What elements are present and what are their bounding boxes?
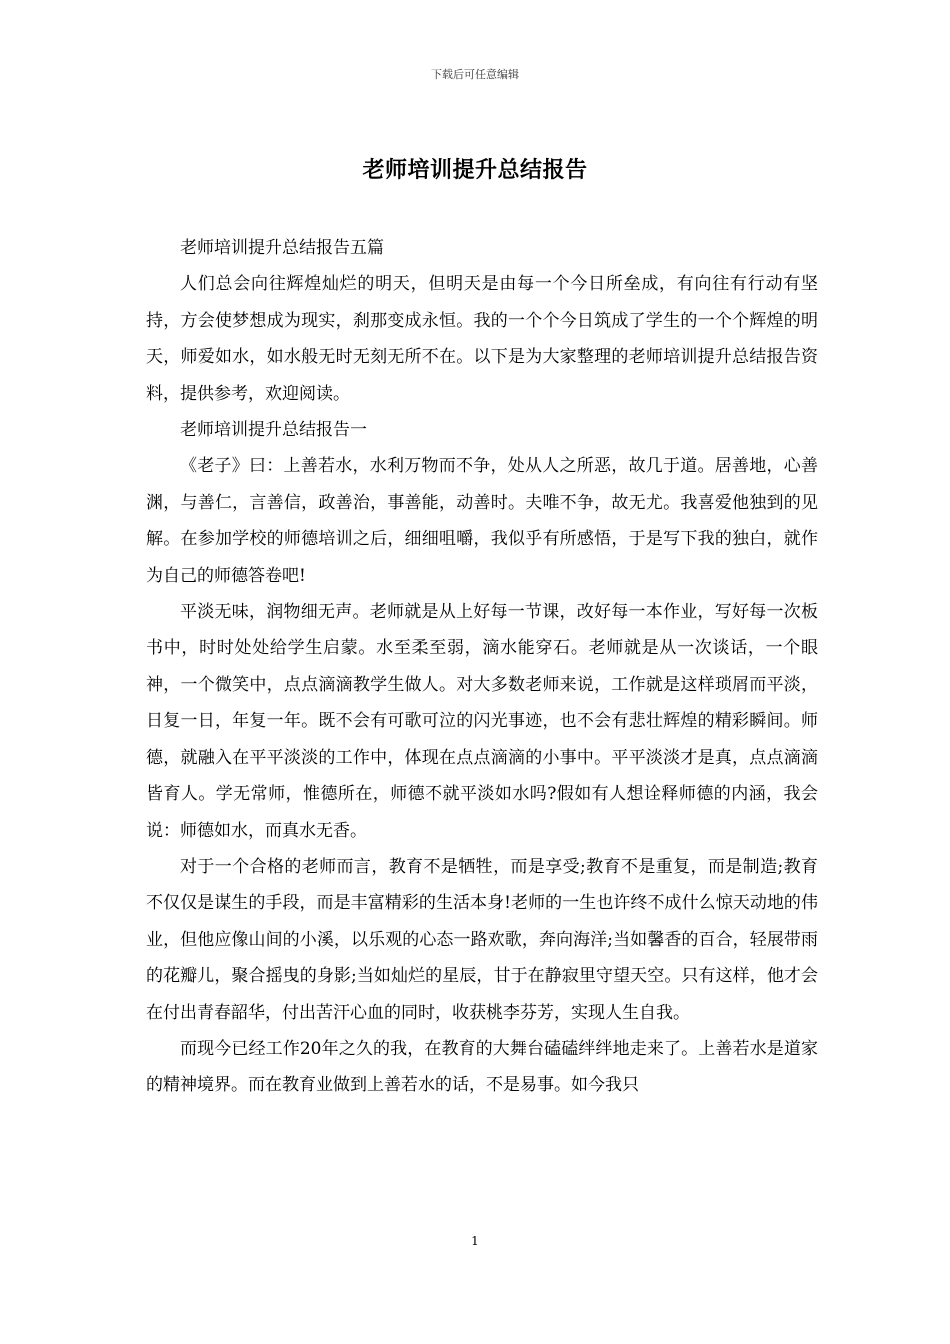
body-paragraph: 平淡无味，润物细无声。老师就是从上好每一节课，改好每一本作业，写好每一次板书中，时时处处给学生启蒙。水至柔至弱，滴水能穿石。老师就是从一次谈话，一个眼神，一个微笑中，点点滴滴教学生做人。对大多数老师来说，工作就是这样琐屑而平淡，日复一日，年复一年。既不会有可歌可泣的闪光事迹，也不会有悲壮辉煌的精彩瞬间。师德，就融入在平平淡淡的工作中，体现在点点滴滴的小事中。平平淡淡才是真，点点滴滴皆育人。学无常师，惟德所在，师德不就平淡如水吗?假如有人想诠释师德的内涵，我会说：师德如水，而真水无香。 [146, 602, 818, 841]
document-body [146, 230, 818, 1104]
header-note: 下载后可任意编辑 [431, 68, 519, 81]
document-title: 老师培训提升总结报告 [362, 157, 588, 183]
page-number: 1 [471, 1234, 479, 1248]
body-paragraph: 对于一个合格的老师而言，教育不是牺牲，而是享受;教育不是重复，而是制造;教育不仅仅是谋生的手段，而是丰富精彩的生活本身!老师的一生也许终不成什么惊天动地的伟业，但他应像山间的小溪，以乐观的心态一路欢歌，奔向海洋;当如馨香的百合，轻展带雨的花瓣儿，聚合摇曳的身影;当如灿烂的星辰，甘于在静寂里守望天空。只有这样，他才会在付出青春韶华，付出苦汗心血的同时，收获桃李芬芳，实现人生自我。 [146, 856, 818, 1023]
intro-paragraph: 人们总会向往辉煌灿烂的明天，但明天是由每一个今日所垒成，有向往有行动有坚持，方会使梦想成为现实，刹那变成永恒。我的一个个今日筑成了学生的一个个辉煌的明天，师爱如水，如水般无时无刻无所不在。以下是为大家整理的老师培训提升总结报告资料，提供参考，欢迎阅读。 [146, 274, 818, 404]
body-paragraph: 而现今已经工作20年之久的我，在教育的大舞台磕磕绊绊地走来了。上善若水是道家的精神境界。而在教育业做到上善若水的话，不是易事。如今我只 [146, 1038, 818, 1096]
subtitle-paragraph: 老师培训提升总结报告五篇 [180, 238, 384, 258]
section-heading-paragraph: 老师培训提升总结报告一 [180, 420, 367, 441]
body-paragraph: 《老子》曰：上善若水，水利万物而不争，处从人之所恶，故几于道。居善地，心善渊，与善仁，言善信，政善治，事善能，动善时。夫唯不争，故无尤。我喜爱他独到的见解。在参加学校的师德培训之后，细细咀嚼，我似乎有所感悟，于是写下我的独白，就作为自己的师德答卷吧! [146, 456, 818, 586]
